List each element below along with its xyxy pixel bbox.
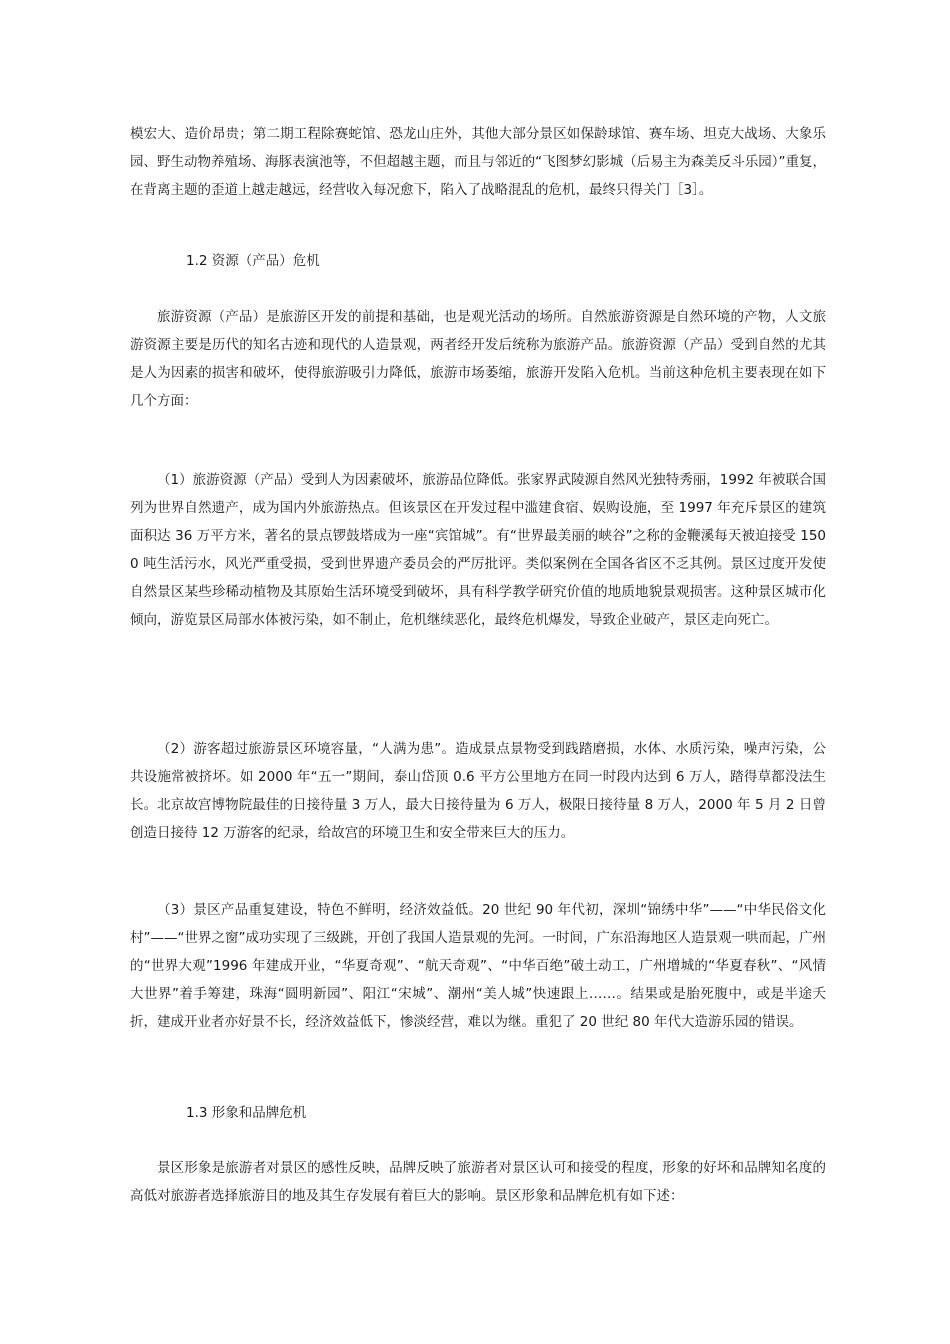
paragraph-image-brand: 景区形象是旅游者对景区的感性反映，品牌反映了旅游者对景区认可和接受的程度，形象的好坏和品牌知名度的高低对旅游者选择旅游目的地及其生存发展有着巨大的影响。景区形象和品牌危机有如下述： xyxy=(130,1160,826,1204)
paragraph-continuation: 模宏大、造价昂贵；第二期工程除赛蛇馆、恐龙山庄外，其他大部分景区如保龄球馆、赛车场、坦克大战场、大象乐园、野生动物养殖场、海豚表演池等，不但超越主题，而且与邻近的“飞图梦幻影城（后易主为森美反斗乐园）”重复，在背离主题的歪道上越走越远，经营收入每况愈下，陷入了战略混乱的危机，最终只得关门［3］。 xyxy=(130,126,826,198)
section-heading-1-3: 1.3 形象和品牌危机 xyxy=(186,1105,307,1121)
section-heading-1-2: 1.2 资源（产品）危机 xyxy=(186,253,320,269)
paragraph-item-2: （2）游客超过旅游景区环境容量，“人满为患”。造成景点景物受到践踏磨损，水体、水质污染，噪声污染，公共设施常被挤坏。如 2000 年“五一”期间，泰山岱顶 0.6 平方公里地方在同一时段内达到 6 万人，踏得草都没法生长。北京故宫博物院最佳的日接待量 3 万人，最大日接待量为 6 万人，极限日接待量 8 万人，2000 年 5 月 2 日曾创造日接待 12 万游客的纪录，给故宫的环境卫生和安全带来巨大的压力。 xyxy=(130,741,826,841)
paragraph-item-3: （3）景区产品重复建设，特色不鲜明，经济效益低。20 世纪 90 年代初，深圳“锦绣中华”——“中华民俗文化村”——“世界之窗”成功实现了三级跳，开创了我国人造景观的先河。一时间，广东沿海地区人造景观一哄而起，广州的“世界大观”1996 年建成开业，“华夏奇观”、“航天奇观”、“中华百绝”破土动工，广州增城的“华夏春秋”、“风情大世界”着手筹建，珠海“圆明新园”、阳江“宋城”、潮州“美人城”快速跟上……。结果或是胎死腹中，或是半途夭折，建成开业者亦好景不长，经济效益低下，惨淡经营，难以为继。重犯了 20 世纪 80 年代大造游乐园的错误。 xyxy=(130,902,826,1030)
paragraph-item-1: （1）旅游资源（产品）受到人为因素破坏，旅游品位降低。张家界武陵源自然风光独特秀丽，1992 年被联合国列为世界自然遗产，成为国内外旅游热点。但该景区在开发过程中滥建食宿、娱购设施，至 1997 年充斥景区的建筑面积达 36 万平方米，著名的景点锣鼓塔成为一座“宾馆城”。有“世界最美丽的峡谷”之称的金鞭溪每天被迫接受 1500 吨生活污水，风光严重受损，受到世界遗产委员会的严厉批评。类似案例在全国各省区不乏其例。景区过度开发使自然景区某些珍稀动植物及其原始生活环境受到破坏，具有科学教学研究价值的地质地貌景观损害。这种景区城市化倾向，游览景区局部水体被污染，如不制止，危机继续恶化，最终危机爆发，导致企业破产，景区走向死亡。 xyxy=(130,472,826,628)
paragraph-resource-intro: 旅游资源（产品）是旅游区开发的前提和基础，也是观光活动的场所。自然旅游资源是自然环境的产物，人文旅游资源主要是历代的知名古迹和现代的人造景观，两者经开发后统称为旅游产品。旅游资源（产品）受到自然的尤其是人为因素的损害和破坏，使得旅游吸引力降低，旅游市场萎缩，旅游开发陷入危机。当前这种危机主要表现在如下几个方面： xyxy=(130,309,826,409)
